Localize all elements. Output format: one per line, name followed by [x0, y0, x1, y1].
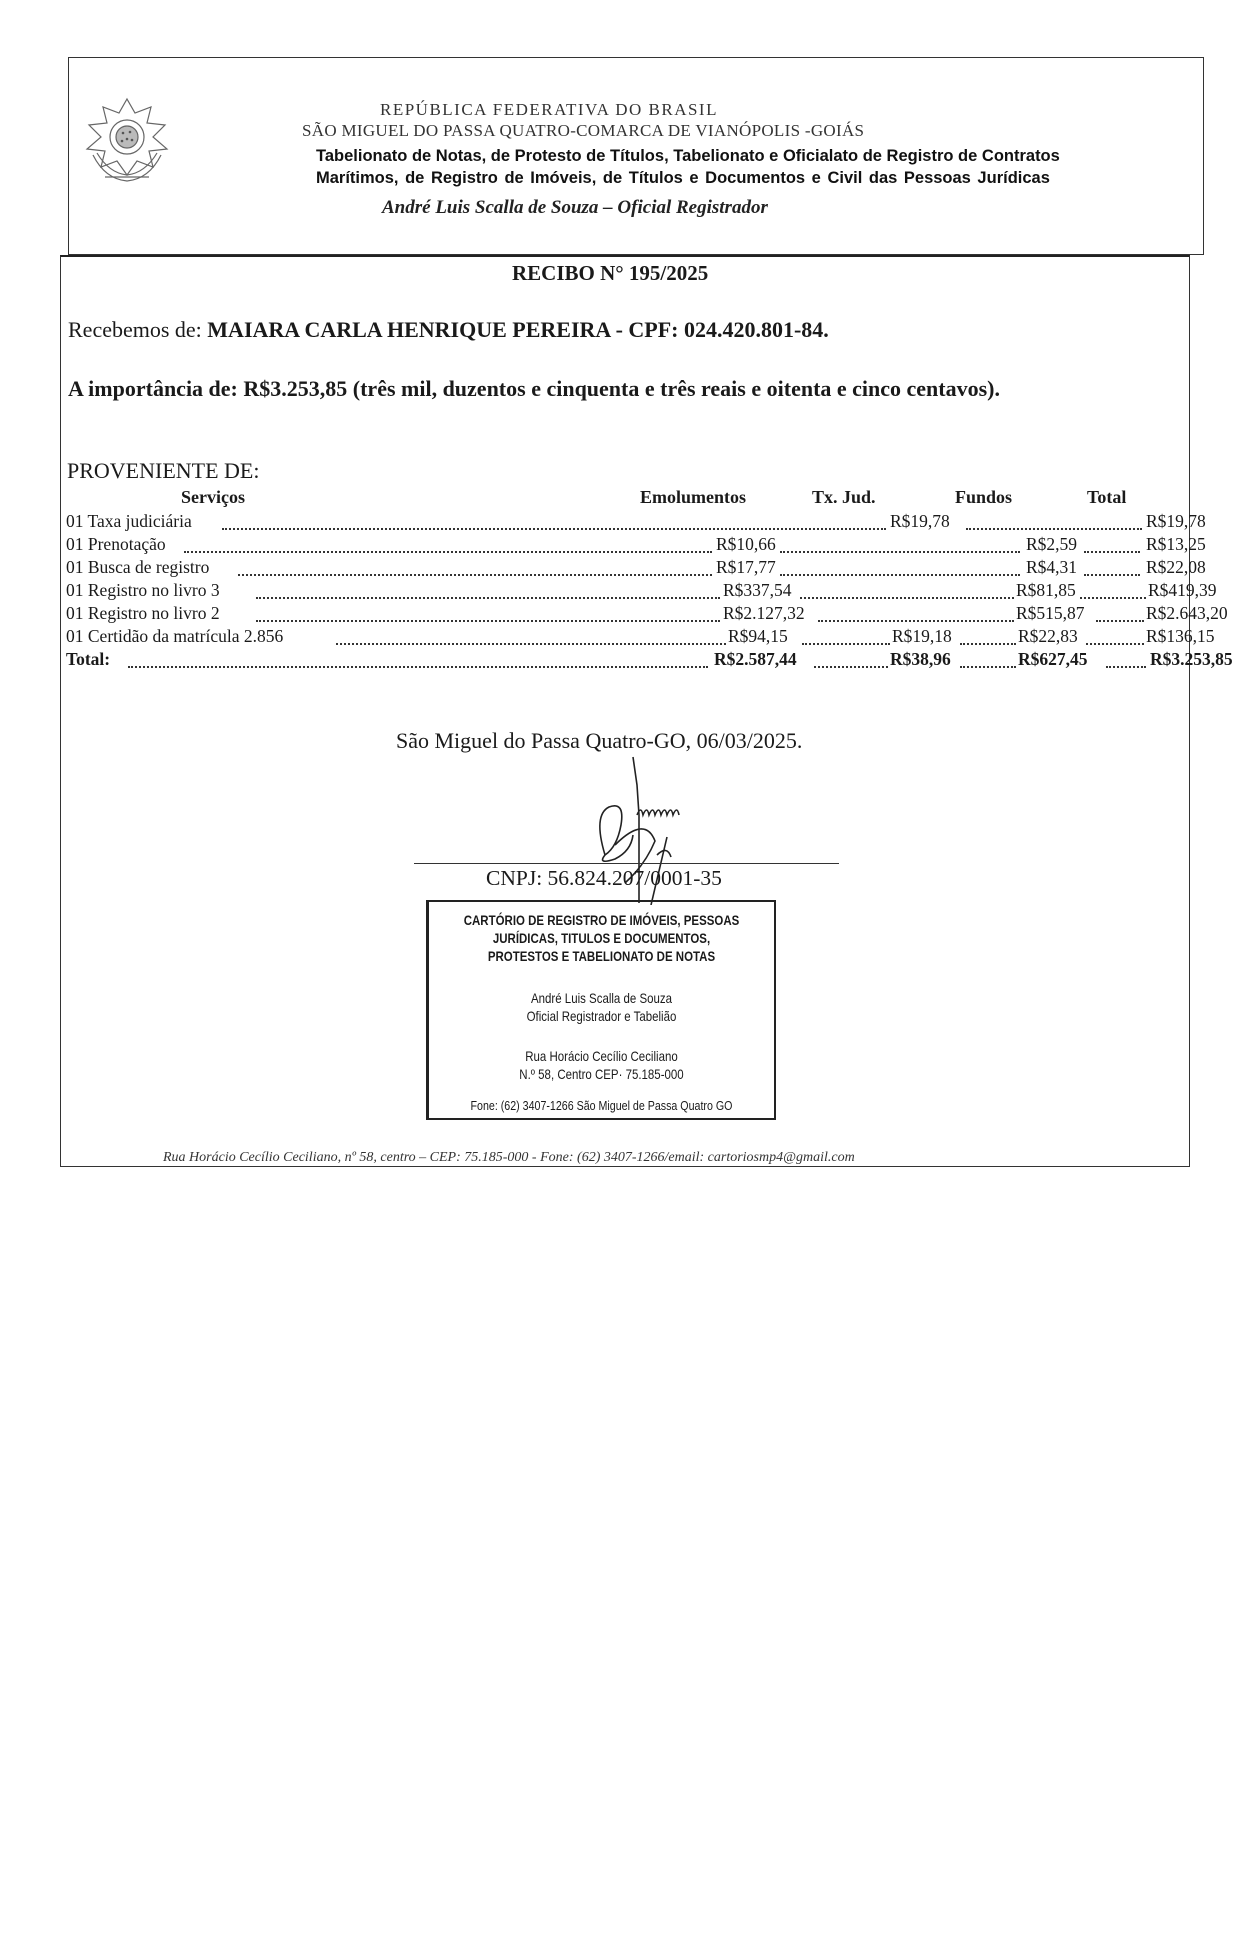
dot-leader [960, 643, 1016, 645]
stamp-phone-city: Fone: (62) 3407-1266 São Miguel de Passa Quatro GO [470, 1098, 733, 1113]
dot-leader [818, 620, 1014, 622]
row-service: 01 Registro no livro 3 [66, 580, 220, 600]
dot-leader [256, 597, 720, 599]
row-fundos: R$4,31 [1026, 557, 1078, 577]
stamp-line2: JURÍDICAS, TITULOS E DOCUMENTOS, [492, 930, 711, 946]
row-fundos: R$81,85 [1016, 580, 1076, 600]
row-fundos: R$22,83 [1018, 626, 1078, 646]
notary-stamp [426, 900, 776, 1120]
stamp-role: Oficial Registrador e Tabelião [526, 1008, 677, 1024]
dot-leader [336, 643, 726, 645]
stamp-line1: CARTÓRIO DE REGISTRO DE IMÓVEIS, PESSOAS [463, 912, 740, 928]
column-header-total: Total [1087, 487, 1127, 507]
dot-leader [1080, 597, 1146, 599]
header-republic: REPÚBLICA FEDERATIVA DO BRASIL [380, 100, 718, 119]
row-emolumentos: R$17,77 [716, 557, 776, 577]
dot-leader [780, 574, 1020, 576]
received-from-value: MAIARA CARLA HENRIQUE PEREIRA - CPF: 024.420.801-84. [207, 317, 829, 342]
signature-line [414, 863, 839, 864]
row-total: R$2.643,20 [1146, 603, 1228, 623]
dot-leader [802, 643, 890, 645]
row-tx-jud: R$19,78 [890, 511, 950, 531]
total-emolumentos: R$2.587,44 [714, 649, 797, 669]
dot-leader [256, 620, 720, 622]
dot-leader [814, 666, 888, 668]
coat-of-arms-icon [75, 95, 179, 185]
row-emolumentos: R$94,15 [728, 626, 788, 646]
total-label: Total: [66, 649, 111, 669]
dot-leader [184, 551, 712, 553]
column-header-emolumentos: Emolumentos [640, 487, 747, 507]
received-from-line [68, 317, 829, 343]
dot-leader [222, 528, 886, 530]
total-total: R$3.253,85 [1150, 649, 1233, 669]
dot-leader [780, 551, 1020, 553]
header-services-line1: Tabelionato de Notas, de Protesto de Títulos, Tabelionato e Oficialato de Registro de Contratos [316, 147, 1060, 165]
table-heading: PROVENIENTE DE: [67, 458, 260, 483]
row-total: R$13,25 [1146, 534, 1206, 554]
row-total: R$22,08 [1146, 557, 1206, 577]
cnpj: CNPJ: 56.824.207/0001-35 [486, 866, 722, 890]
stamp-number: N.º 58, Centro CEP· 75.185-000 [519, 1066, 684, 1082]
header-services-line2: Marítimos, de Registro de Imóveis, de Títulos e Documentos e Civil das Pessoas Jurídicas [316, 169, 1050, 187]
column-header-fundos: Fundos [955, 487, 1013, 507]
received-label: Recebemos de: [68, 317, 202, 342]
amount-label: A importância de: [68, 376, 238, 401]
row-service: 01 Busca de registro [66, 557, 210, 577]
dot-leader [1106, 666, 1146, 668]
dot-leader [800, 597, 1014, 599]
amount-words: (três mil, duzentos e cinquenta e três reais e oitenta e cinco centavos). [352, 376, 1001, 401]
stamp-line3: PROTESTOS E TABELIONATO DE NOTAS [487, 948, 716, 964]
row-total: R$19,78 [1146, 511, 1206, 531]
dot-leader [238, 574, 712, 576]
dot-leader [128, 666, 708, 668]
row-total: R$136,15 [1146, 626, 1215, 646]
amount-value: R$3.253,85 [243, 376, 348, 401]
row-service: 01 Certidão da matrícula 2.856 [66, 626, 284, 646]
dot-leader [1086, 643, 1144, 645]
header-municipality: SÃO MIGUEL DO PASSA QUATRO-COMARCA DE VIANÓPOLIS -GOIÁS [302, 121, 865, 140]
place-date: São Miguel do Passa Quatro-GO, 06/03/2025. [396, 728, 803, 753]
total-tx-jud: R$38,96 [890, 649, 951, 669]
dot-leader [1084, 551, 1140, 553]
receipt-title: RECIBO N° 195/2025 [512, 261, 709, 285]
row-service: 01 Registro no livro 2 [66, 603, 220, 623]
column-header-tx-jud: Tx. Jud. [812, 487, 876, 507]
stamp-street: Rua Horácio Cecílio Ceciliano [525, 1048, 678, 1064]
row-service: 01 Taxa judiciária [66, 511, 192, 531]
row-service: 01 Prenotação [66, 534, 166, 554]
column-header-services: Serviços [181, 487, 245, 507]
row-fundos: R$515,87 [1016, 603, 1085, 623]
dot-leader [960, 666, 1016, 668]
row-emolumentos: R$337,54 [723, 580, 792, 600]
dot-leader [966, 528, 1142, 530]
dot-leader [1084, 574, 1140, 576]
dot-leader [1096, 620, 1144, 622]
row-tx-jud: R$19,18 [892, 626, 952, 646]
total-fundos: R$627,45 [1018, 649, 1088, 669]
header-officer: André Luis Scalla de Souza – Oficial Registrador [382, 197, 768, 218]
row-total: R$419,39 [1148, 580, 1217, 600]
footer-address: Rua Horácio Cecílio Ceciliano, nº 58, centro – CEP: 75.185-000 - Fone: (62) 3407-1266/email: cartoriosmp4@gmail.com [163, 1150, 855, 1165]
row-emolumentos: R$2.127,32 [723, 603, 805, 623]
stamp-name: André Luis Scalla de Souza [530, 990, 673, 1006]
row-fundos: R$2,59 [1026, 534, 1078, 554]
amount-line [68, 376, 1000, 402]
row-emolumentos: R$10,66 [716, 534, 776, 554]
